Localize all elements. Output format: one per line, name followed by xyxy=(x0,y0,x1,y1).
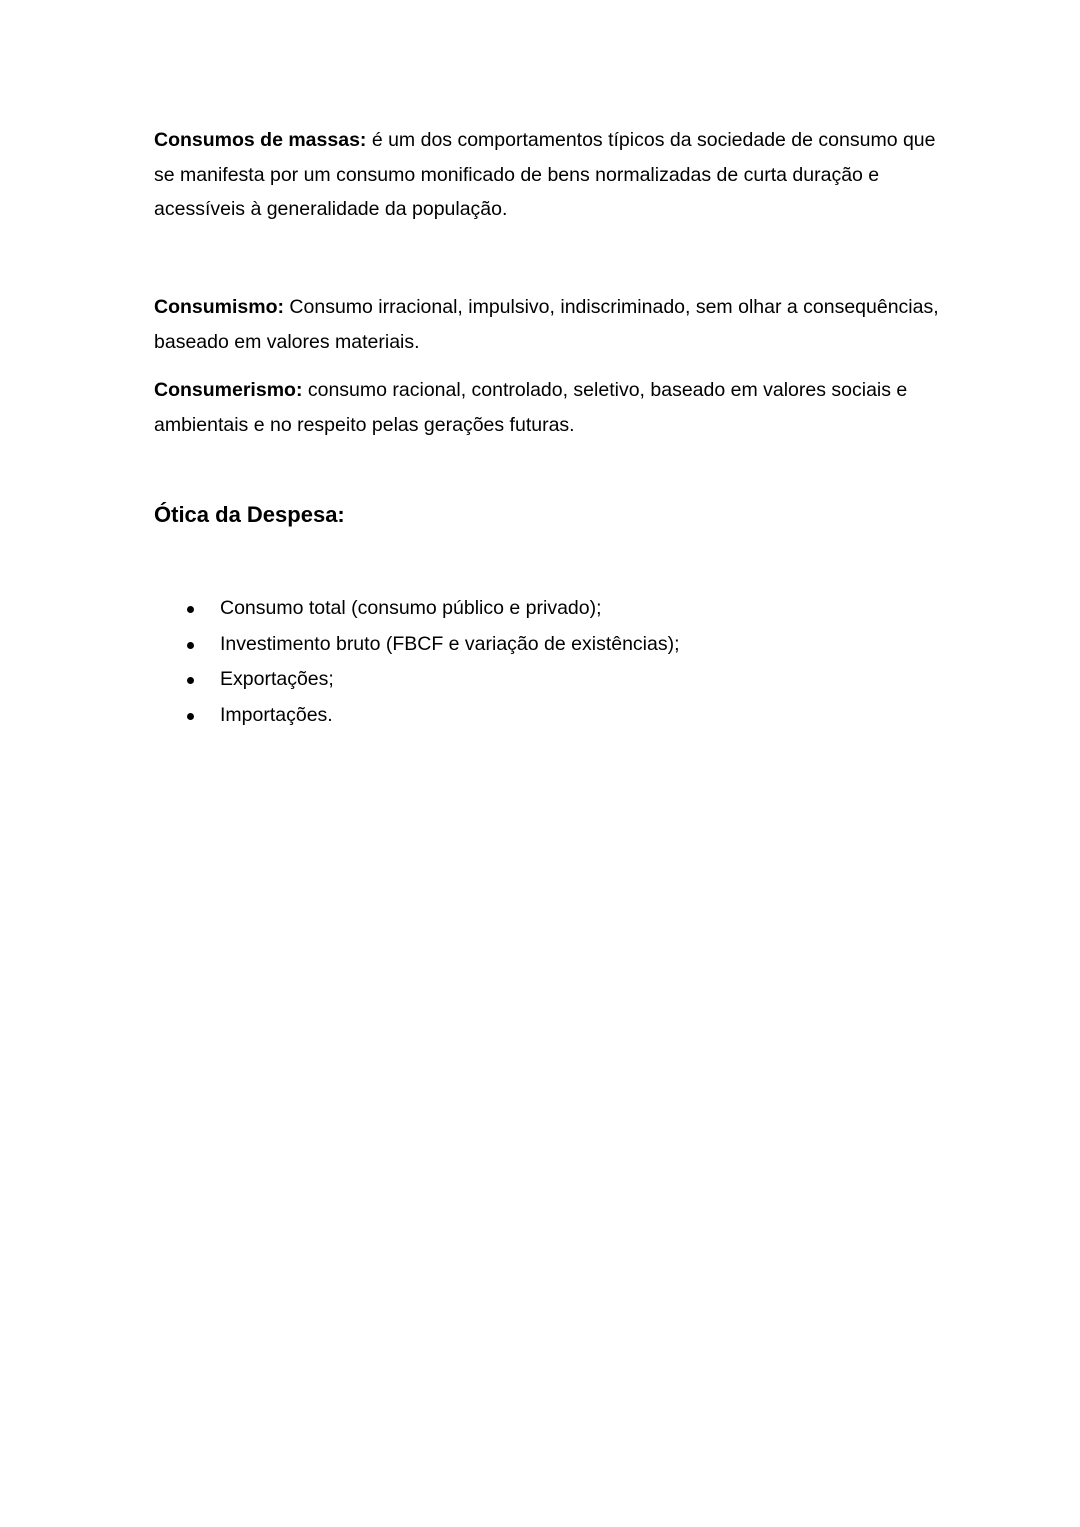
definition-text: Consumo irracional, impulsivo, indiscriminado, sem olhar a consequências, baseado em valores materiais. xyxy=(154,296,939,353)
bullet-icon xyxy=(187,713,194,720)
list-item-text: Importações. xyxy=(220,704,333,727)
list-item-text: Investimento bruto (FBCF e variação de existências); xyxy=(220,632,680,655)
bullet-list xyxy=(154,591,680,734)
term-label: Consumismo: xyxy=(154,296,285,318)
list-item xyxy=(154,591,680,627)
definition-consumerismo xyxy=(154,373,944,442)
bullet-icon xyxy=(187,642,194,649)
list-item xyxy=(154,662,680,698)
list-item-text: Consumo total (consumo público e privado); xyxy=(220,597,602,619)
definition-text: consumo racional, controlado, seletivo, baseado em valores sociais e ambientais e no respeito pelas gerações futuras. xyxy=(154,379,908,436)
bullet-icon xyxy=(187,677,194,684)
term-label: Consumerismo: xyxy=(154,379,303,401)
definition-text: é um dos comportamentos típicos da sociedade de consumo que se manifesta por um consumo monificado de bens normalizadas de curta duração e acessíveis à generalidade da população. xyxy=(154,129,936,220)
definition-consumos-de-massas xyxy=(154,123,944,227)
list-item-text: Exportações; xyxy=(220,668,334,691)
section-heading: Ótica da Despesa: xyxy=(154,502,345,527)
definition-consumismo xyxy=(154,290,944,359)
list-item xyxy=(154,627,680,663)
bullet-icon xyxy=(187,606,194,613)
term-label: Consumos de massas: xyxy=(154,129,367,151)
list-item xyxy=(154,698,680,734)
